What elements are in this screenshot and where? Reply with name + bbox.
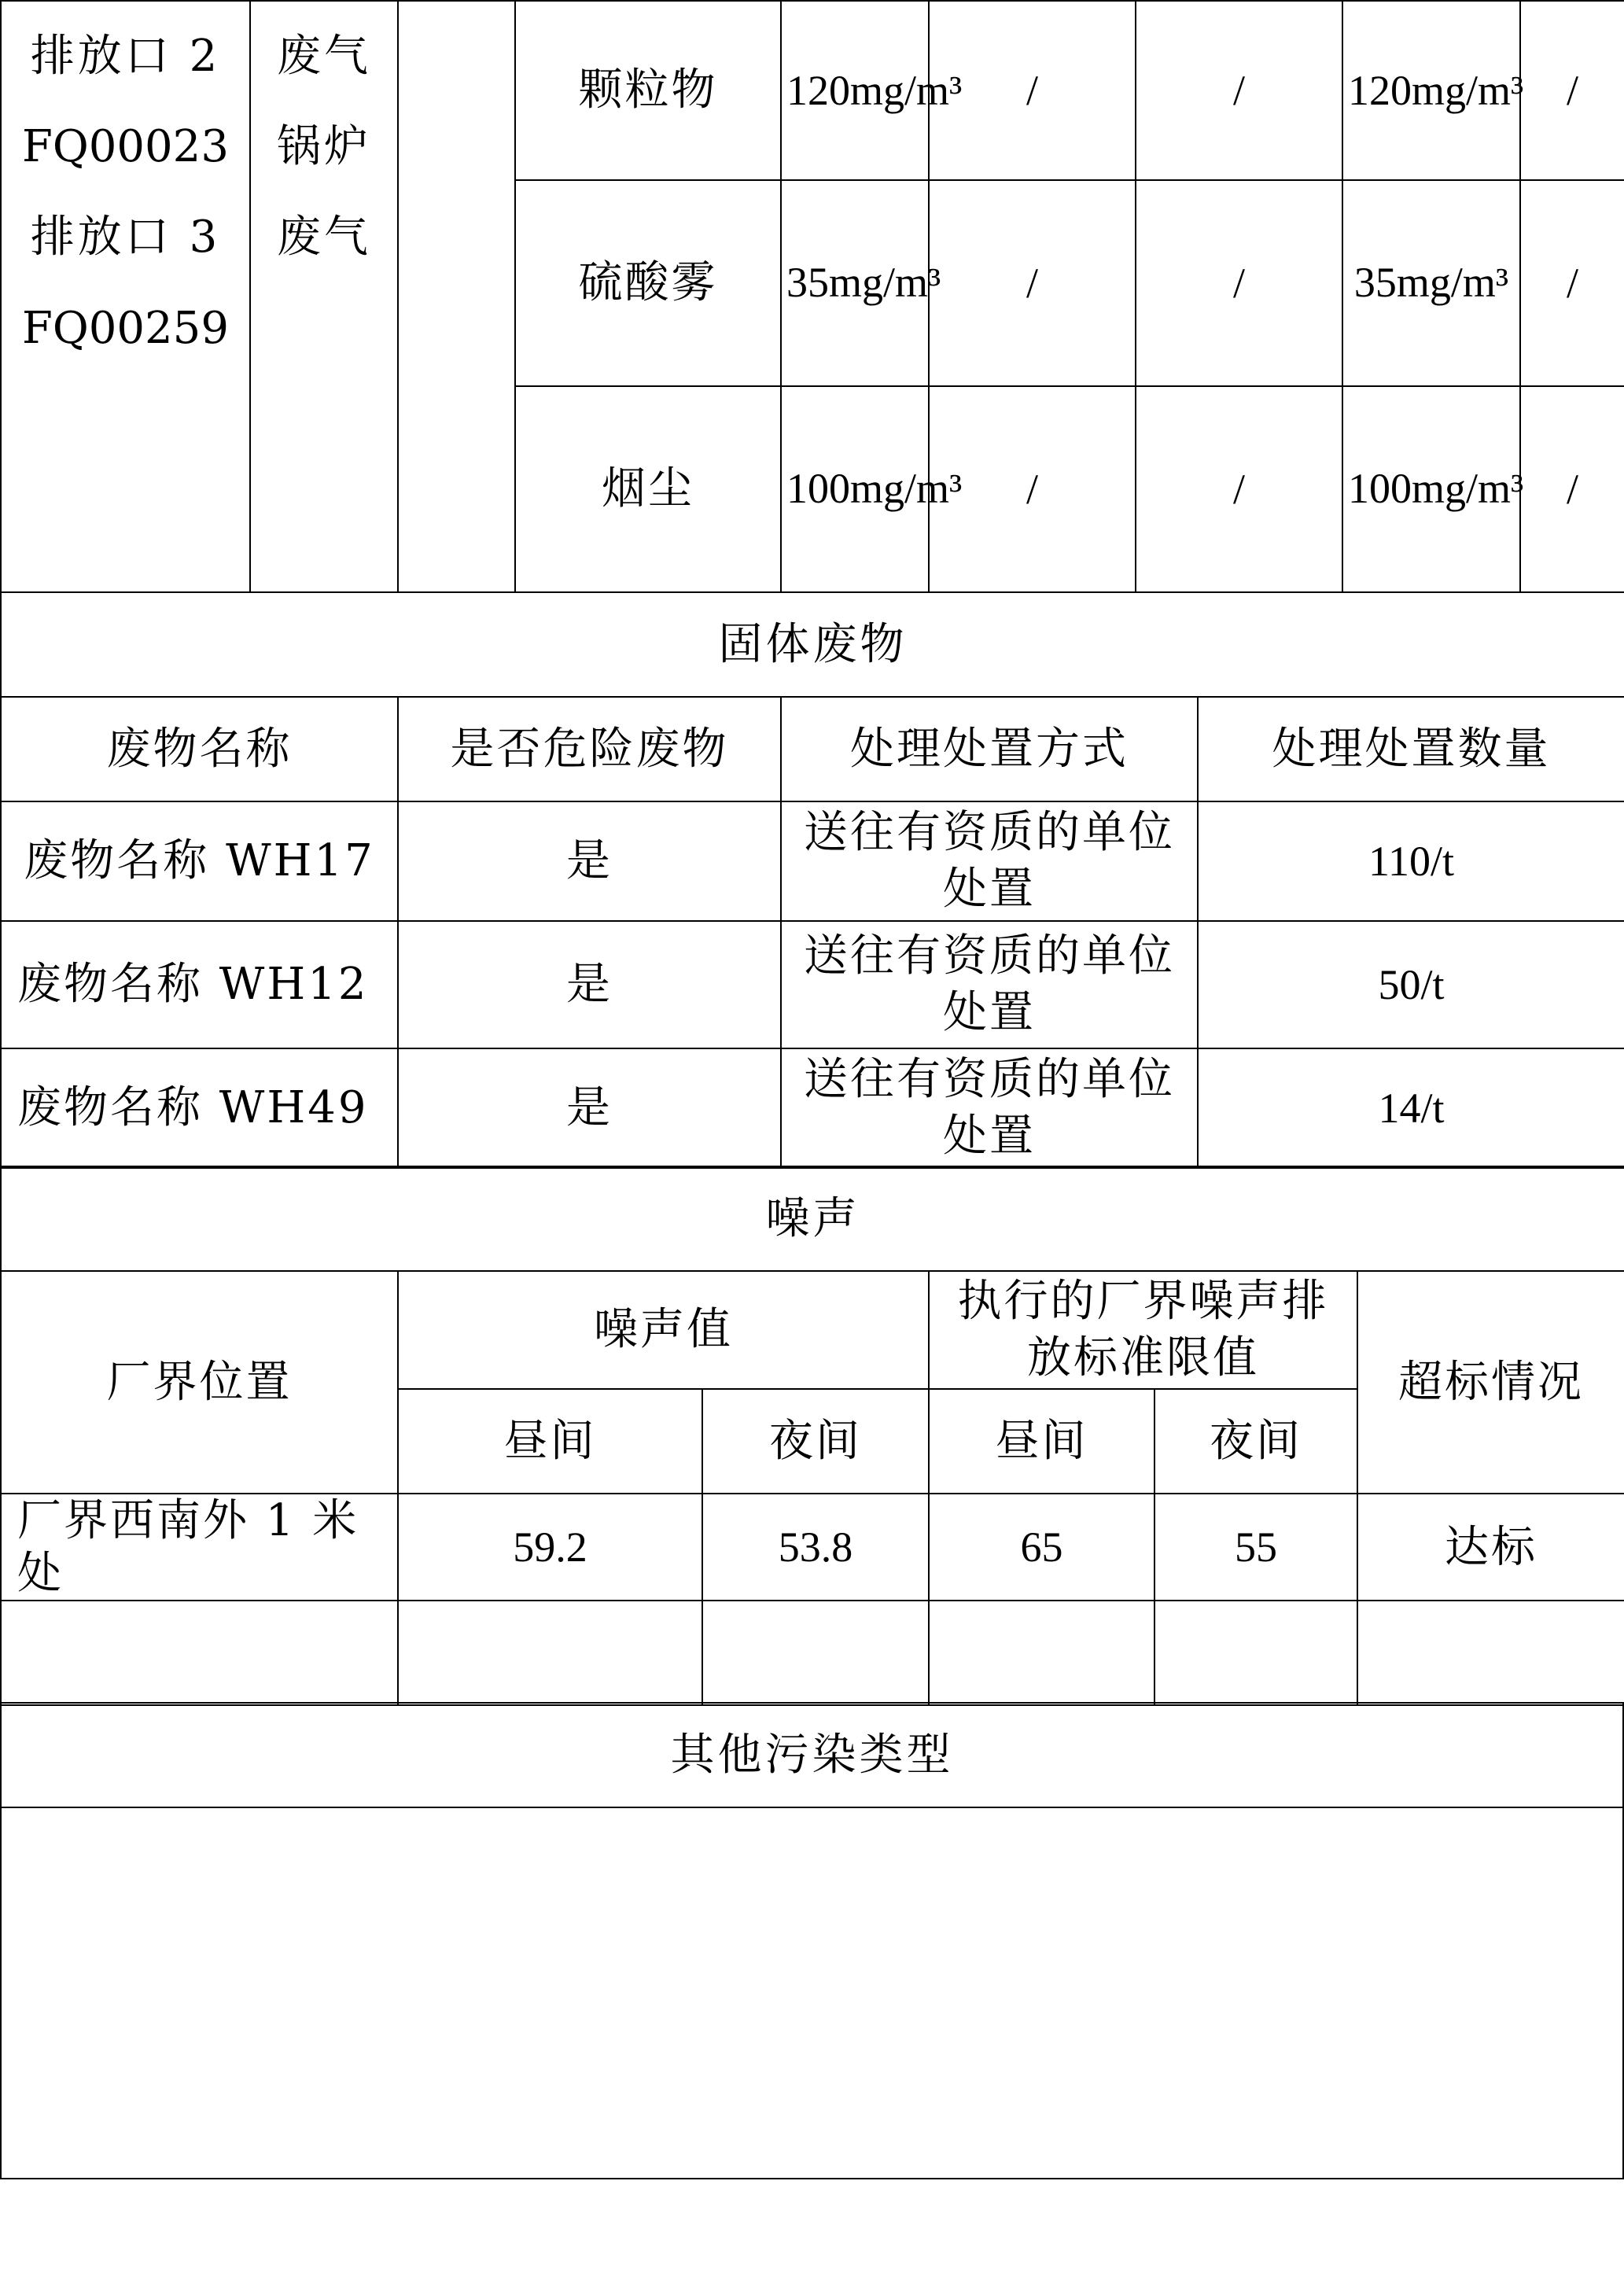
table-row [1,1048,1624,1168]
solid-waste-section [0,591,1624,1169]
waste-name-cell: 废物名称 WH49 [1,1048,398,1168]
standard-header: 执行的厂界噪声排放标准限值 [929,1271,1357,1389]
pollutant-cell: 硫酸雾 [515,180,781,386]
exhaust-type-cell [250,1,398,592]
empty-cell [1357,1601,1624,1705]
qty-cell: 50/t [1198,921,1624,1048]
empty-cell [1,1601,398,1705]
waste-name-cell: 废物名称 WH12 [1,921,398,1048]
pollutant-cell: 烟尘 [515,386,781,592]
value-cell: / [929,180,1136,386]
value-cell: / [1136,386,1342,592]
waste-name-cell: 废物名称 WH17 [1,801,398,921]
outlet-line: 排放口 3 [30,212,221,263]
status-cell: 达标 [1357,1494,1624,1601]
table-row [1,1494,1624,1601]
limit-cell: 120mg/m³ [1342,1,1520,180]
type-line: 废气 [277,31,371,82]
std-day-cell: 65 [929,1494,1154,1601]
outlet-line: 排放口 2 [30,31,221,82]
noise-title: 噪声 [1,1166,1624,1271]
value-cell: / [1520,1,1624,180]
header-cell: 处理处置数量 [1198,697,1624,801]
qty-cell: 14/t [1198,1048,1624,1168]
exceed-header: 超标情况 [1357,1271,1624,1494]
noise-table [0,1166,1624,1706]
value-cell: / [1136,1,1342,180]
header-cell: 废物名称 [1,697,398,801]
value-cell: / [929,386,1136,592]
exhaust-table [0,0,1624,593]
value-cell: / [1520,386,1624,592]
outlet-line: FQ00259 [22,302,229,354]
solid-waste-table [0,591,1624,1169]
noise-value-header: 噪声值 [398,1271,929,1389]
day-subheader: 昼间 [929,1389,1154,1494]
night-subheader: 夜间 [702,1389,929,1494]
limit-cell: 100mg/m³ [781,386,929,592]
location-header: 厂界位置 [1,1271,398,1494]
method-cell: 送往有资质的单位处置 [781,1048,1198,1168]
limit-cell: 120mg/m³ [781,1,929,180]
method-cell: 送往有资质的单位处置 [781,921,1198,1048]
hazardous-cell: 是 [398,1048,781,1168]
noise-section [0,1166,1624,1706]
table-row [1,801,1624,921]
exhaust-section [0,0,1624,593]
method-cell: 送往有资质的单位处置 [781,801,1198,921]
outlet-cell [1,1,250,592]
day-subheader: 昼间 [398,1389,702,1494]
limit-cell: 35mg/m³ [781,180,929,386]
value-cell: / [929,1,1136,180]
day-value-cell: 59.2 [398,1494,702,1601]
hazardous-cell: 是 [398,801,781,921]
hazardous-cell: 是 [398,921,781,1048]
night-value-cell: 53.8 [702,1494,929,1601]
table-row [1,1601,1624,1705]
solid-waste-header-row [1,697,1624,801]
other-table [0,1702,1624,2179]
outlet-line: FQ00023 [22,121,229,173]
empty-cell [929,1601,1154,1705]
value-cell: / [1520,180,1624,386]
empty-cell [1,1807,1623,2179]
empty-cell [398,1,515,592]
qty-cell: 110/t [1198,801,1624,921]
other-title: 其他污染类型 [1,1703,1623,1807]
solid-waste-title: 固体废物 [1,592,1624,697]
header-cell: 是否危险废物 [398,697,781,801]
header-cell: 处理处置方式 [781,697,1198,801]
value-cell: / [1136,180,1342,386]
other-section [0,1702,1624,2179]
night-subheader: 夜间 [1154,1389,1357,1494]
type-line: 废气 [277,212,371,263]
empty-cell [1154,1601,1357,1705]
location-cell: 厂界西南外 1 米处 [1,1494,398,1601]
noise-header-row [1,1271,1624,1389]
std-night-cell: 55 [1154,1494,1357,1601]
limit-cell: 35mg/m³ [1342,180,1520,386]
limit-cell: 100mg/m³ [1342,386,1520,592]
type-line: 锅炉 [277,121,371,173]
exhaust-row [1,1,1624,180]
empty-cell [398,1601,702,1705]
empty-cell [702,1601,929,1705]
table-row [1,921,1624,1048]
pollutant-cell: 颗粒物 [515,1,781,180]
